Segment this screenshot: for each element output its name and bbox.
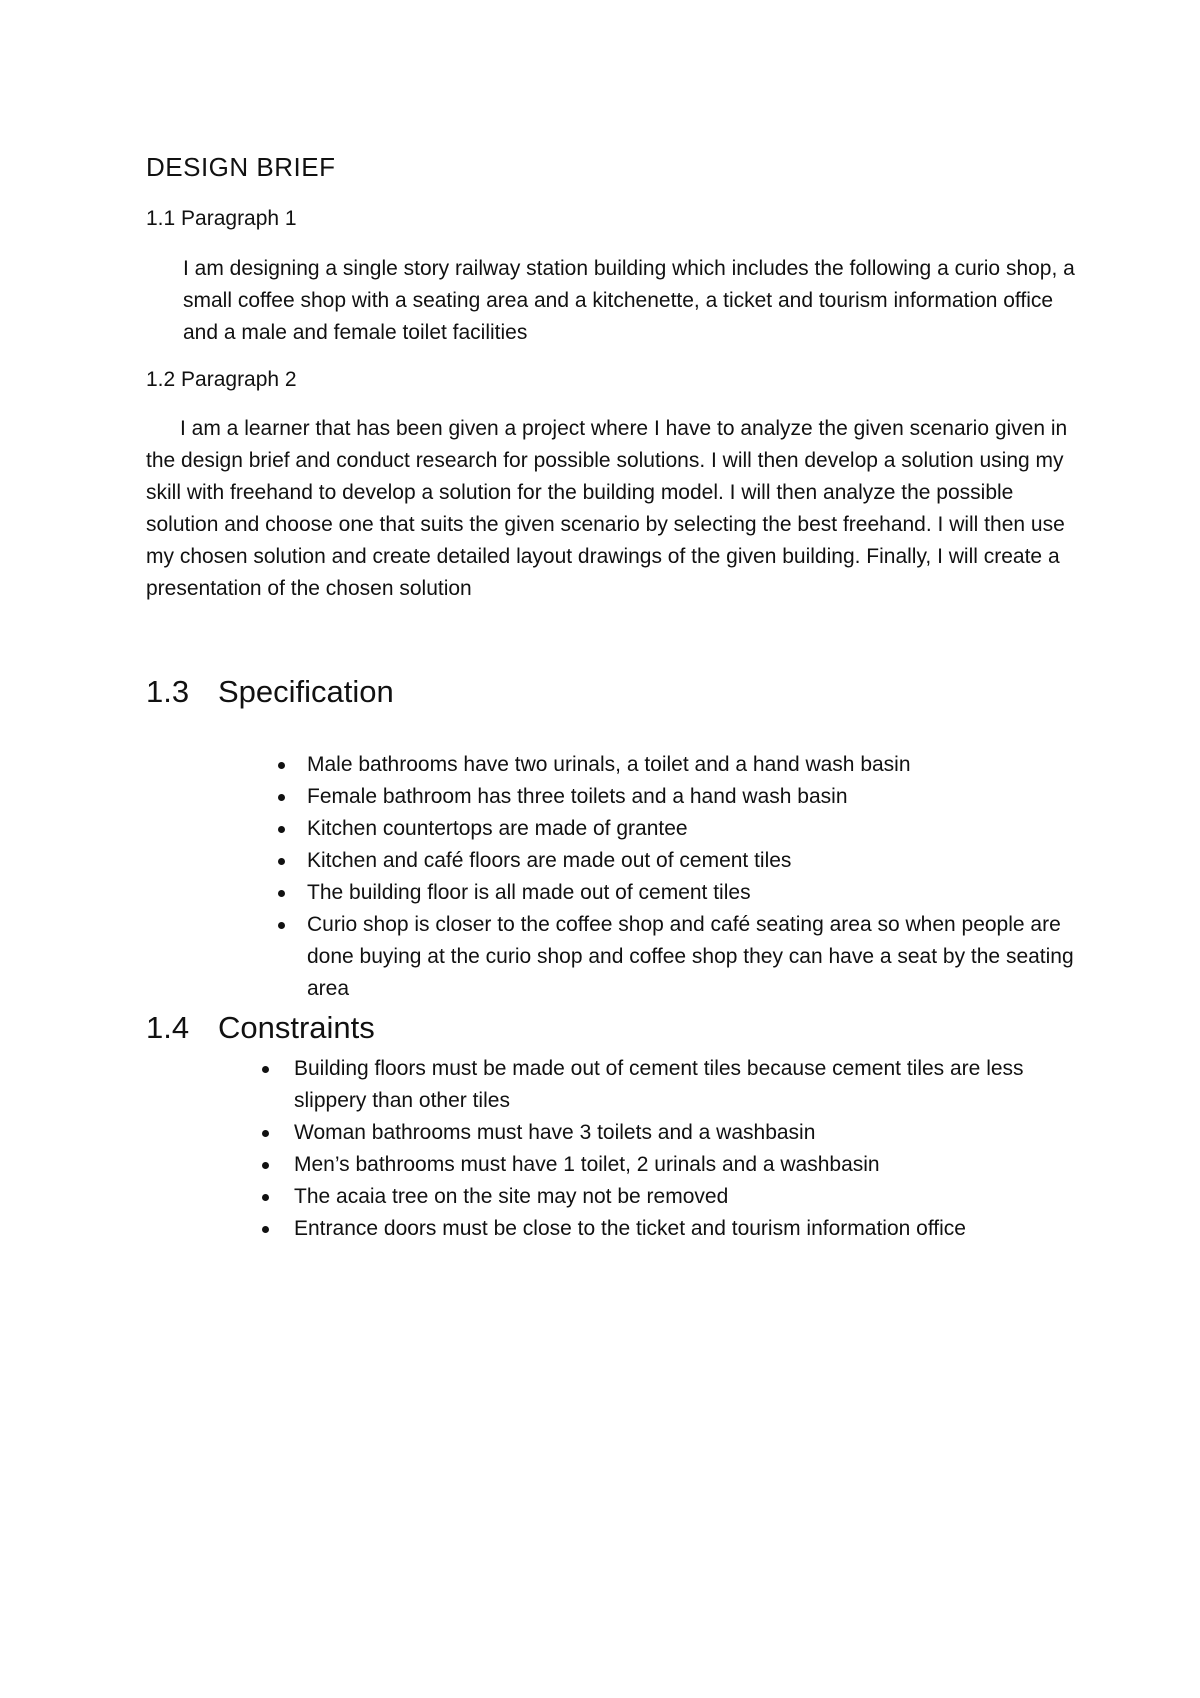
list-item-text: Kitchen and café floors are made out of cement tiles (307, 849, 792, 872)
section-1-2-paragraph: I am a learner that has been given a project where I have to analyze the given scenario given in the design brief and conduct research for possible solutions. I will then develop a solution using my skill with freehand to develop a solution for the building model. I will then analyze the possible solution and choose one that suits the given scenario by selecting the best freehand. I will then use my chosen solution and create detailed layout drawings of the given building. Finally, I will create a presentation of the chosen solution (146, 417, 1068, 600)
list-item-text: Men’s bathrooms must have 1 toilet, 2 urinals and a washbasin (294, 1153, 880, 1176)
constraints-number: 1.4 (146, 1010, 190, 1045)
list-item (307, 909, 1087, 1005)
bullet-icon (278, 762, 285, 769)
section-1-2-label: 1.2 Paragraph 2 (146, 368, 297, 391)
list-item-text: Curio shop is closer to the coffee shop and café seating area so when people are done buying at the curio shop and coffee shop they can have a seat by the seating area (307, 913, 1074, 1000)
list-item (307, 813, 1087, 845)
list-item (307, 877, 1087, 909)
bullet-icon (262, 1194, 269, 1201)
list-item (307, 781, 1087, 813)
bullet-icon (278, 890, 285, 897)
bullet-icon (262, 1162, 269, 1169)
list-item-text: The acaia tree on the site may not be removed (294, 1185, 729, 1208)
bullet-icon (278, 922, 285, 929)
list-item (294, 1053, 1074, 1117)
bullet-icon (262, 1130, 269, 1137)
constraints-heading (146, 1010, 375, 1046)
bullet-icon (278, 858, 285, 865)
bullet-icon (262, 1066, 269, 1073)
constraints-list (294, 1053, 1074, 1245)
list-item (307, 749, 1087, 781)
document-title: DESIGN BRIEF (146, 152, 336, 182)
list-item-text: Female bathroom has three toilets and a hand wash basin (307, 785, 848, 808)
list-item (294, 1213, 1074, 1245)
constraints-title: Constraints (218, 1010, 375, 1045)
list-item-text: The building floor is all made out of cement tiles (307, 881, 751, 904)
list-item-text: Building floors must be made out of cement tiles because cement tiles are less slippery than other tiles (294, 1057, 1024, 1112)
list-item-text: Entrance doors must be close to the ticket and tourism information office (294, 1217, 966, 1240)
list-item (294, 1181, 1074, 1213)
bullet-icon (262, 1226, 269, 1233)
section-1-1-paragraph: I am designing a single story railway station building which includes the following a curio shop, a small coffee shop with a seating area and a kitchenette, a ticket and tourism information office and a male and female toilet facilities (183, 257, 1075, 344)
list-item-text: Kitchen countertops are made of grantee (307, 817, 688, 840)
list-item-text: Woman bathrooms must have 3 toilets and a washbasin (294, 1121, 816, 1144)
bullet-icon (278, 794, 285, 801)
list-item (294, 1149, 1074, 1181)
list-item (294, 1117, 1074, 1149)
specification-list (307, 749, 1087, 1005)
specification-heading (146, 674, 394, 710)
specification-title: Specification (218, 674, 394, 709)
list-item (307, 845, 1087, 877)
bullet-icon (278, 826, 285, 833)
section-1-1-label: 1.1 Paragraph 1 (146, 207, 297, 230)
list-item-text: Male bathrooms have two urinals, a toilet and a hand wash basin (307, 753, 911, 776)
specification-number: 1.3 (146, 674, 190, 709)
